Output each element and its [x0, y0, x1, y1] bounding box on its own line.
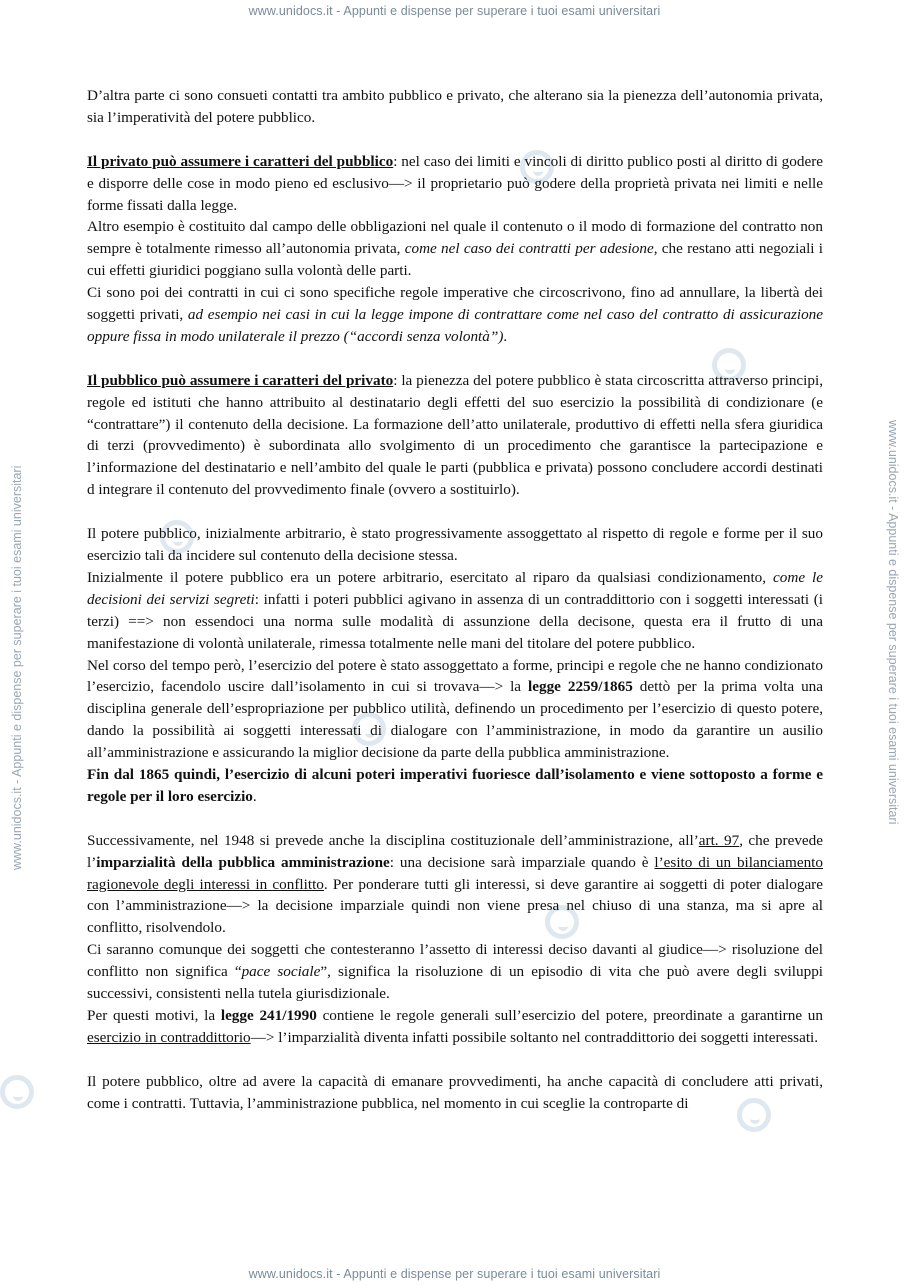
section-heading: Il privato può assumere i caratteri del pubblico	[87, 152, 394, 170]
watermark-footer: www.unidocs.it - Appunti e dispense per superare i tuoi esami universitari	[248, 1267, 661, 1281]
paragraph: Nel corso del tempo però, l’esercizio del potere è stato assoggettato a forme, principi e regole che ne hanno condizionato l’esercizio, facendolo uscire dall’isolamento in cui si trovava—> la legge 2259/1865 dettò per la prima volta una disciplina generale dell’espropriazione per pubblico utilità, definendo un procedimento per l’esercizio di questo potere, dando la possibilità ai soggetti interessati di dialogare con l’amministrazione, in modo da garantire un ausilio all’amministrazione e assicurando la miglior decisione da parte della pubblica amministrazione.	[87, 656, 824, 762]
paragraph: Il potere pubblico, oltre ad avere la capacità di emanare provvedimenti, ha anche capacità di concludere atti privati, come i contratti. Tuttavia, l’amministrazione pubblica, nel momento in cui sceglie la controparte di	[87, 1072, 823, 1112]
paragraph: Inizialmente il potere pubblico era un potere arbitrario, esercitato al riparo da qualsiasi condizionamento, come le decisioni dei servizi segreti: infatti i poteri pubblici agivano in assenza di un contraddittorio con i soggetti interessati (i terzi) ==> non essendoci una norma sulle modalità di assunzione della decisone, questa era il frutto di una manifestazione di volontà unilaterale, rimessa totalmente nelle mani del titolare del potere pubblico.	[87, 568, 824, 652]
watermark-header: www.unidocs.it - Appunti e dispense per superare i tuoi esami universitari	[248, 4, 661, 18]
paragraph: Ci saranno comunque dei soggetti che contesteranno l’assetto di interessi deciso davanti al giudice—> risoluzione del conflitto non significa “pace sociale”, significa la risoluzione di un episodio di vita che può avere degli sviluppi successivi, consistenti nella tutela giurisdizionale.	[87, 941, 824, 1003]
paragraph: Il potere pubblico, inizialmente arbitrario, è stato progressivamente assoggettato al rispetto di regole e forme per il suo esercizio tali da incidere sul contenuto della decisione stessa.	[87, 525, 823, 564]
paragraph: Il pubblico può assumere i caratteri del privato: la pienezza del potere pubblico è stata circoscritta attraverso principi, regole ed istituti che hanno attribuito al destinatario degli effetti del suo esercizio la possibilità di condizionare (e “contrattare”) il contenuto della decisione. La formazione dell’atto unilaterale, produttivo di effetti nella sfera giuridica di terzi (provvedimento) è subordinata allo svolgimento di un procedimento che garantisce la partecipazione e l’informazione del destinatario e nell’ambito del quale le parti (pubblica e privata) possono concludere accordi destinati d integrare il contenuto del provvedimento finale (ovvero a sostituirlo).	[87, 371, 823, 499]
paragraph: Ci sono poi dei contratti in cui ci sono specifiche regole imperative che circoscrivono, fino ad annullare, la libertà dei soggetti privati, ad esempio nei casi in cui la legge impone di contrattare come nel caso del contratto di assicurazione oppure fissa in modo unilaterale il prezzo (“accordi senza volontà”).	[87, 284, 823, 345]
paragraph: Altro esempio è costituito dal campo delle obbligazioni nel quale il contenuto o il modo di formazione del contratto non sempre è totalmente rimesso all’autonomia privata, come nel caso dei contratti per adesione, che restano atti negoziali i cui effetti giuridici poggiano sulla volontà delle parti.	[87, 218, 823, 280]
paragraph: Per questi motivi, la legge 241/1990 contiene le regole generali sull’esercizio del potere, preordinate a garantirne un esercizio in contraddittorio—> l’imparzialità diventa infatti possibile soltanto nel contraddittorio dei soggetti interessati.	[87, 1007, 823, 1046]
paragraph: Successivamente, nel 1948 si prevede anche la disciplina costituzionale dell’amministrazione, all’art. 97, che prevede l’imparzialità della pubblica amministrazione: una decisione sarà imparziale quando è l’esito di un bilanciamento ragionevole degli interessi in conflitto. Per ponderare tutti gli interessi, si deve garantire ai soggetti di poter dialogare con l’amministrazione—> la decisione imparziale quindi non viene presa nel chiuso di una stanza, ma si apre al conflitto, risolvendolo.	[87, 831, 823, 937]
document-body	[87, 85, 823, 1115]
unidocs-logo-watermark	[0, 1075, 34, 1109]
watermark-side-left: www.unidocs.it - Appunti e dispense per superare i tuoi esami universitari	[10, 465, 24, 870]
section-heading: Il pubblico può assumere i caratteri del privato	[87, 371, 394, 389]
paragraph: Fin dal 1865 quindi, l’esercizio di alcuni poteri imperativi fuoriesce dall’isolamento e viene sottoposto a forme e regole per il loro esercizio.	[87, 766, 823, 805]
paragraph: D’altra parte ci sono consueti contatti tra ambito pubblico e privato, che alterano sia la pienezza dell’autonomia privata, sia l’imperatività del potere pubblico.	[87, 87, 823, 126]
paragraph: Il privato può assumere i caratteri del pubblico: nel caso dei limiti e vincoli di diritto publico posti al diritto di godere e disporre delle cose in modo pieno ed esclusivo—> il proprietario può godere della proprietà privata nei limiti e nelle forme fissati dalla legge.	[87, 152, 823, 214]
watermark-side-right: www.unidocs.it - Appunti e dispense per superare i tuoi esami universitari	[886, 420, 900, 825]
